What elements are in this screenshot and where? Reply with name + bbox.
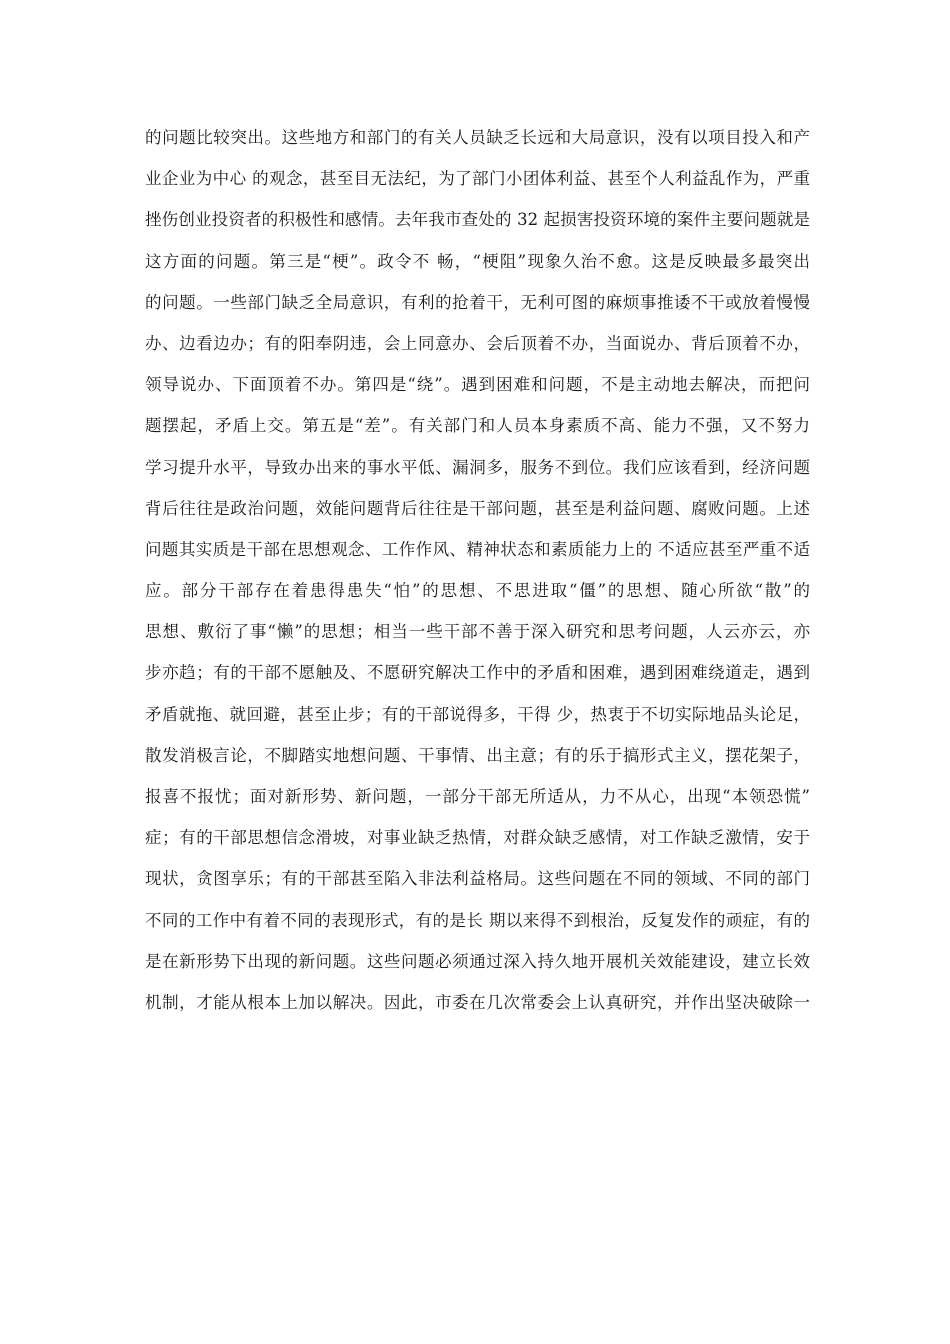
text-line: 矛盾就拖、就回避，甚至止步；有的干部说得多，干得 少，热衷于不切实际地品头论足， [145, 704, 810, 724]
text-line: 办、边看边办；有的阳奉阴违，会上同意办、会后顶着不办，当面说办、背后顶着不办， [145, 333, 810, 353]
text-line: 的问题。一些部门缺乏全局意识，有利的抢着干，无利可图的麻烦事推诿不干或放着慢慢 [145, 292, 810, 312]
text-line: 散发消极言论，不脚踏实地想问题、干事情、出主意；有的乐于搞形式主义，摆花架子， [145, 745, 810, 765]
text-line: 步亦趋；有的干部不愿触及、不愿研究解决工作中的矛盾和困难，遇到困难绕道走，遇到 [145, 663, 810, 683]
text-line: 挫伤创业投资者的积极性和感情。去年我市查处的 32 起损害投资环境的案件主要问题就是 [145, 210, 810, 230]
text-line: 背后往往是政治问题，效能问题背后往往是干部问题，甚至是利益问题、腐败问题。上述 [145, 498, 810, 518]
text-line: 机制，才能从根本上加以解决。因此，市委在几次常委会上认真研究，并作出坚决破除一 [145, 992, 810, 1012]
text-line: 应。部分干部存在着患得患失“怕”的思想、不思进取“僵”的思想、随心所欲“散”的 [145, 581, 810, 601]
text-line: 的问题比较突出。这些地方和部门的有关人员缺乏长远和大局意识，没有以项目投入和产 [145, 128, 810, 147]
text-line: 领导说办、下面顶着不办。第四是“绕”。遇到困难和问题，不是主动地去解决，而把问 [145, 375, 810, 395]
body-text [145, 117, 810, 1023]
text-line: 这方面的问题。第三是“梗”。政令不 畅，“梗阻”现象久治不愈。这是反映最多最突出 [145, 251, 810, 271]
text-line: 不同的工作中有着不同的表现形式，有的是长 期以来得不到根治，反复发作的顽症，有的 [145, 910, 810, 930]
text-line: 业企业为中心 的观念，甚至目无法纪，为了部门小团体利益、甚至个人利益乱作为，严重 [145, 169, 810, 189]
text-line: 是在新形势下出现的新问题。这些问题必须通过深入持久地开展机关效能建设，建立长效 [145, 951, 810, 971]
text-line: 报喜不报忧；面对新形势、新问题，一部分干部无所适从，力不从心，出现“本领恐慌” [145, 787, 810, 806]
text-line: 题摆起，矛盾上交。第五是“差”。有关部门和人员本身素质不高、能力不强，又不努力 [145, 416, 810, 436]
text-line: 问题其实质是干部在思想观念、工作作风、精神状态和素质能力上的 不适应甚至严重不适 [145, 539, 810, 559]
text-line: 现状，贪图享乐；有的干部甚至陷入非法利益格局。这些问题在不同的领域、不同的部门 [145, 869, 810, 889]
text-line: 学习提升水平，导致办出来的事水平低、漏洞多，服务不到位。我们应该看到，经济问题 [145, 457, 810, 477]
text-line: 症；有的干部思想信念滑坡，对事业缺乏热情，对群众缺乏感情，对工作缺乏激情，安于 [145, 828, 810, 848]
text-line: 思想、敷衍了事“懒”的思想；相当一些干部不善于深入研究和思考问题，人云亦云，亦 [145, 622, 810, 642]
